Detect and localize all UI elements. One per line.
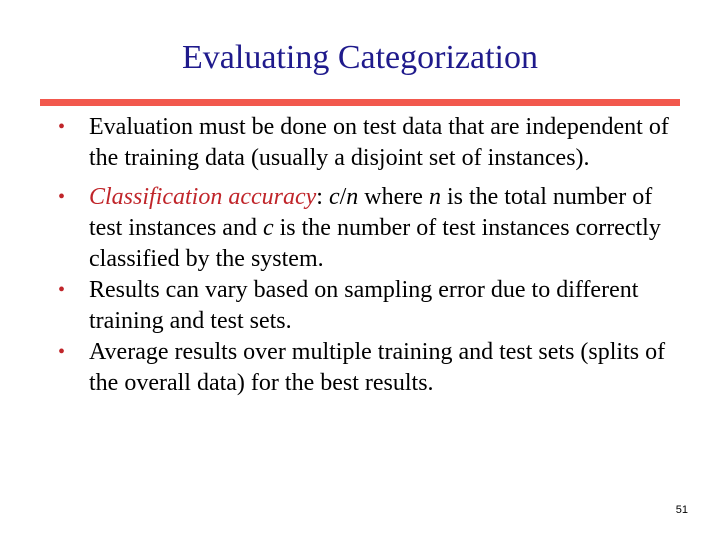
- bullet-text: Evaluation must be done on test data that are independent of the training data (usually a disjoint set of instances).: [89, 114, 669, 171]
- bullet-text-part: is the total number of test instances and: [89, 184, 653, 241]
- variable-n: n: [428, 184, 441, 210]
- bullet-text: Results can vary based on sampling error due to different training and test sets.: [89, 277, 639, 334]
- bullet-item-accuracy: [58, 182, 678, 275]
- term-colon: :: [316, 184, 329, 210]
- bullet-item-sampling-error: [58, 275, 678, 337]
- bullet-item-evaluation: [58, 112, 678, 174]
- bullet-item-average-results: [58, 337, 678, 399]
- page-number: 51: [675, 504, 688, 516]
- variable-n: n: [346, 184, 359, 210]
- term-classification-accuracy: Classification accuracy: [89, 184, 317, 210]
- bullet-text-part: where: [358, 184, 429, 210]
- bullet-icon: •: [58, 186, 66, 208]
- variable-c: c: [262, 215, 274, 241]
- bullet-icon: •: [58, 341, 66, 363]
- variable-c: c: [328, 184, 340, 210]
- bullet-icon: •: [58, 116, 66, 138]
- title-divider: [40, 99, 680, 106]
- fraction-slash: /: [339, 184, 347, 210]
- bullet-text: Average results over multiple training and test sets (splits of the overall data) for the best results.: [89, 339, 666, 396]
- slide-title: Evaluating Categorization: [182, 39, 538, 76]
- bullet-text-part: is the number of test instances correctly classified by the system.: [89, 215, 661, 272]
- bullet-list: [58, 112, 678, 399]
- bullet-icon: •: [58, 279, 66, 301]
